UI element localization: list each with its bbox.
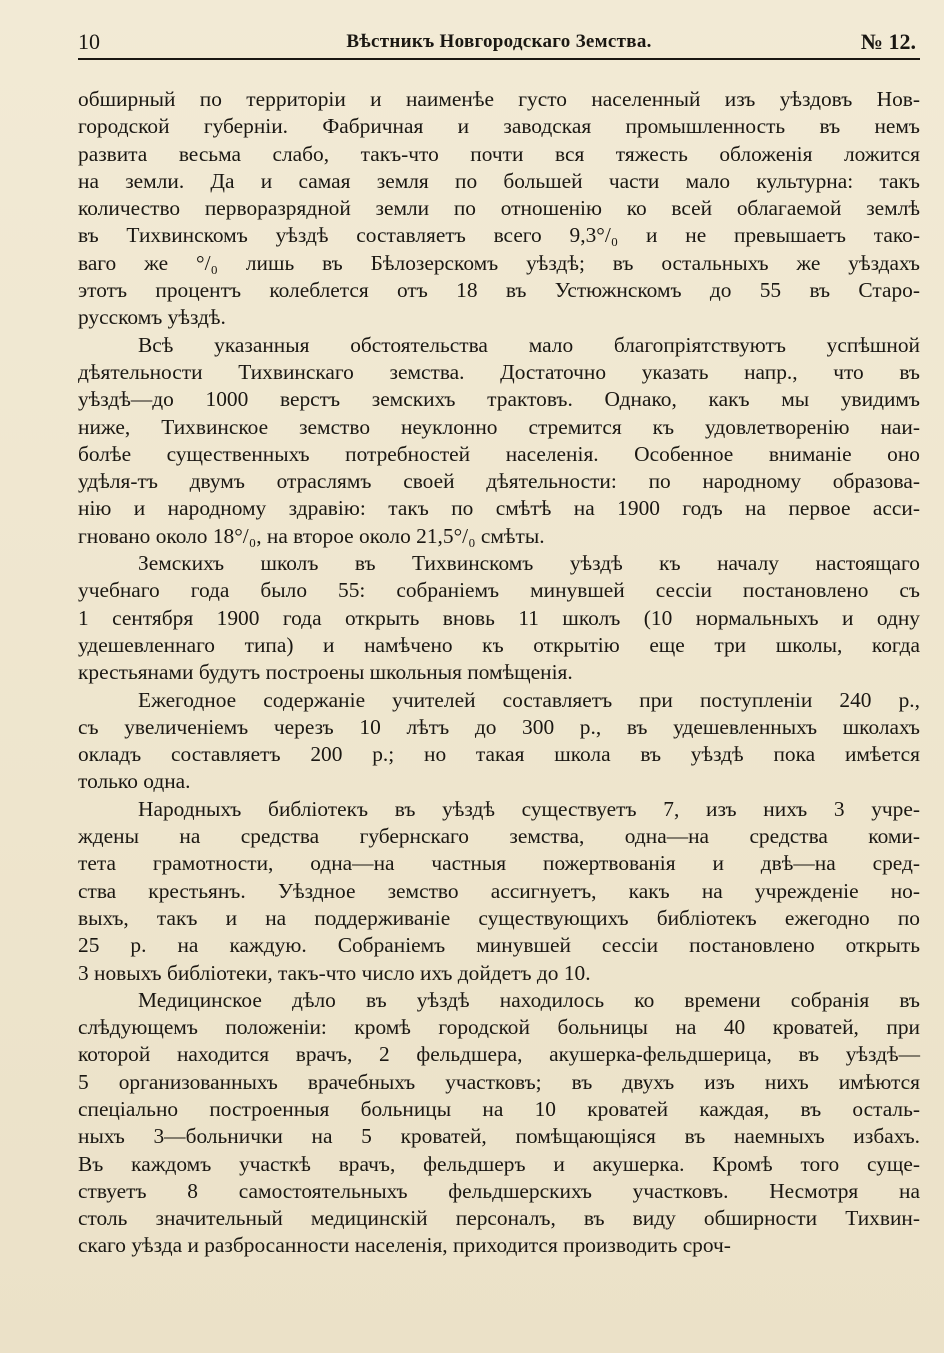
body-text bbox=[78, 86, 920, 1260]
text-line: ныхъ 3—больнички на 5 кроватей, помѣщающіяся въ наемныхъ избахъ. bbox=[78, 1124, 920, 1149]
text-line: крестьянами будутъ построены школьныя помѣщенія. bbox=[78, 660, 573, 685]
text-line: учебнаго года было 55: собраніемъ минувшей сессіи постановлено съ bbox=[78, 578, 920, 603]
paragraph bbox=[78, 987, 920, 1260]
text-line: дѣятельности Тихвинскаго земства. Достаточно указать напр., что въ bbox=[78, 359, 920, 384]
text-line: 5 организованныхъ врачебныхъ участковъ; въ двухъ изъ нихъ имѣются bbox=[78, 1069, 920, 1094]
text-line: Ежегодное содержаніе учителей составляетъ при поступленіи 240 р., bbox=[138, 687, 920, 712]
text-line: городской губерніи. Фабричная и заводская промышленность въ немъ bbox=[78, 114, 920, 139]
text-line: окладъ составляетъ 200 р.; но такая школа въ уѣздѣ пока имѣется bbox=[78, 742, 920, 767]
text-line: выхъ, такъ и на поддерживаніе существующихъ библіотекъ ежегодно по bbox=[78, 905, 920, 930]
text-line: только одна. bbox=[78, 769, 191, 794]
text-line: Всѣ указанныя обстоятельства мало благопріятствуютъ успѣшной bbox=[138, 332, 920, 357]
text-line: Народныхъ библіотекъ въ уѣздѣ существуетъ 7, изъ нихъ 3 учре- bbox=[138, 796, 920, 821]
text-line: ваго же °/₀ лишь въ Бѣлозерскомъ уѣздѣ; въ остальныхъ же уѣздахъ bbox=[78, 250, 920, 275]
text-line: спеціально построенныя больницы на 10 кроватей каждая, въ осталь- bbox=[78, 1096, 920, 1121]
text-line: этотъ процентъ колеблется отъ 18 въ Устюжнскомъ до 55 въ Старо- bbox=[78, 278, 920, 303]
text-line: развита весьма слабо, такъ-что почти вся тяжесть обложенія ложится bbox=[78, 141, 920, 166]
text-line: болѣе существенныхъ потребностей населенія. Особенное вниманіе оно bbox=[78, 441, 920, 466]
text-line: столь значительный медицинскій персоналъ, въ виду обширности Тихвин- bbox=[78, 1206, 920, 1231]
text-line: Земскихъ школъ въ Тихвинскомъ уѣздѣ къ началу настоящаго bbox=[138, 551, 920, 576]
text-line: тета грамотности, одна—на частныя пожертвованія и двѣ—на сред- bbox=[78, 851, 920, 876]
issue-number: № 12. bbox=[860, 29, 916, 54]
text-line: 1 сентября 1900 года открыть вновь 11 школъ (10 нормальныхъ и одну bbox=[78, 605, 920, 630]
text-line: удешевленнаго типа) и намѣчено къ открытію еще три школы, когда bbox=[78, 632, 920, 657]
text-line: 3 новыхъ библіотеки, такъ-что число ихъ дойдетъ до 10. bbox=[78, 960, 591, 985]
text-line: на земли. Да и самая земля по большей части мало культурна: такъ bbox=[78, 168, 920, 193]
text-line: Медицинское дѣло въ уѣздѣ находилось ко времени собранія въ bbox=[138, 987, 920, 1012]
journal-title: Вѣстникъ Новгородскаго Земства. bbox=[346, 31, 652, 52]
paragraph bbox=[78, 796, 920, 987]
text-line: 25 р. на каждую. Собраніемъ минувшей сессіи постановлено открыть bbox=[78, 933, 920, 958]
paragraph bbox=[78, 687, 920, 796]
text-line: нію и народному здравію: такъ по смѣтѣ на 1900 годъ на первое асси- bbox=[78, 496, 920, 521]
paragraph bbox=[78, 86, 920, 332]
text-line: количество перворазрядной земли по отношенію ко всей облагаемой землѣ bbox=[78, 196, 920, 221]
text-line: гновано около 18°/₀, на второе около 21,5°/₀ смѣты. bbox=[78, 523, 545, 548]
text-line: въ Тихвинскомъ уѣздѣ составляетъ всего 9,3°/₀ и не превышаетъ тако- bbox=[78, 223, 920, 248]
text-line: слѣдующемъ положеніи: кромѣ городской больницы на 40 кроватей, при bbox=[78, 1015, 920, 1040]
paragraph bbox=[78, 332, 920, 550]
text-line: обширный по территоріи и наименѣе густо населенный изъ уѣздовъ Нов- bbox=[78, 87, 920, 111]
running-header bbox=[78, 24, 920, 60]
text-line: Въ каждомъ участкѣ врачъ, фельдшеръ и акушерка. Кромѣ того суще- bbox=[78, 1151, 920, 1176]
text-line: которой находится врачъ, 2 фельдшера, акушерка-фельдшерица, въ уѣздѣ— bbox=[78, 1042, 920, 1067]
text-line: русскомъ уѣздѣ. bbox=[78, 305, 226, 330]
paragraph bbox=[78, 550, 920, 686]
text-line: скаго уѣзда и разбросанности населенія, приходится производить сроч- bbox=[78, 1233, 731, 1258]
text-line: ствуетъ 8 самостоятельныхъ фельдшерскихъ участковъ. Несмотря на bbox=[78, 1178, 920, 1203]
text-line: съ увеличеніемъ черезъ 10 лѣтъ до 300 р., въ удешевленныхъ школахъ bbox=[78, 714, 920, 739]
text-line: удѣля-тъ двумъ отраслямъ своей дѣятельности: по народному образова- bbox=[78, 469, 920, 494]
text-line: ства крестьянъ. Уѣздное земство ассигнуетъ, какъ на учрежденіе но- bbox=[78, 878, 920, 903]
text-line: ждены на средства губернскаго земства, одна—на средства коми- bbox=[78, 824, 920, 849]
text-line: уѣздѣ—до 1000 верстъ земскихъ трактовъ. Однако, какъ мы увидимъ bbox=[78, 387, 920, 412]
text-line: ниже, Тихвинское земство неуклонно стремится къ удовлетворенію наи- bbox=[78, 414, 920, 439]
page-number: 10 bbox=[78, 29, 100, 54]
